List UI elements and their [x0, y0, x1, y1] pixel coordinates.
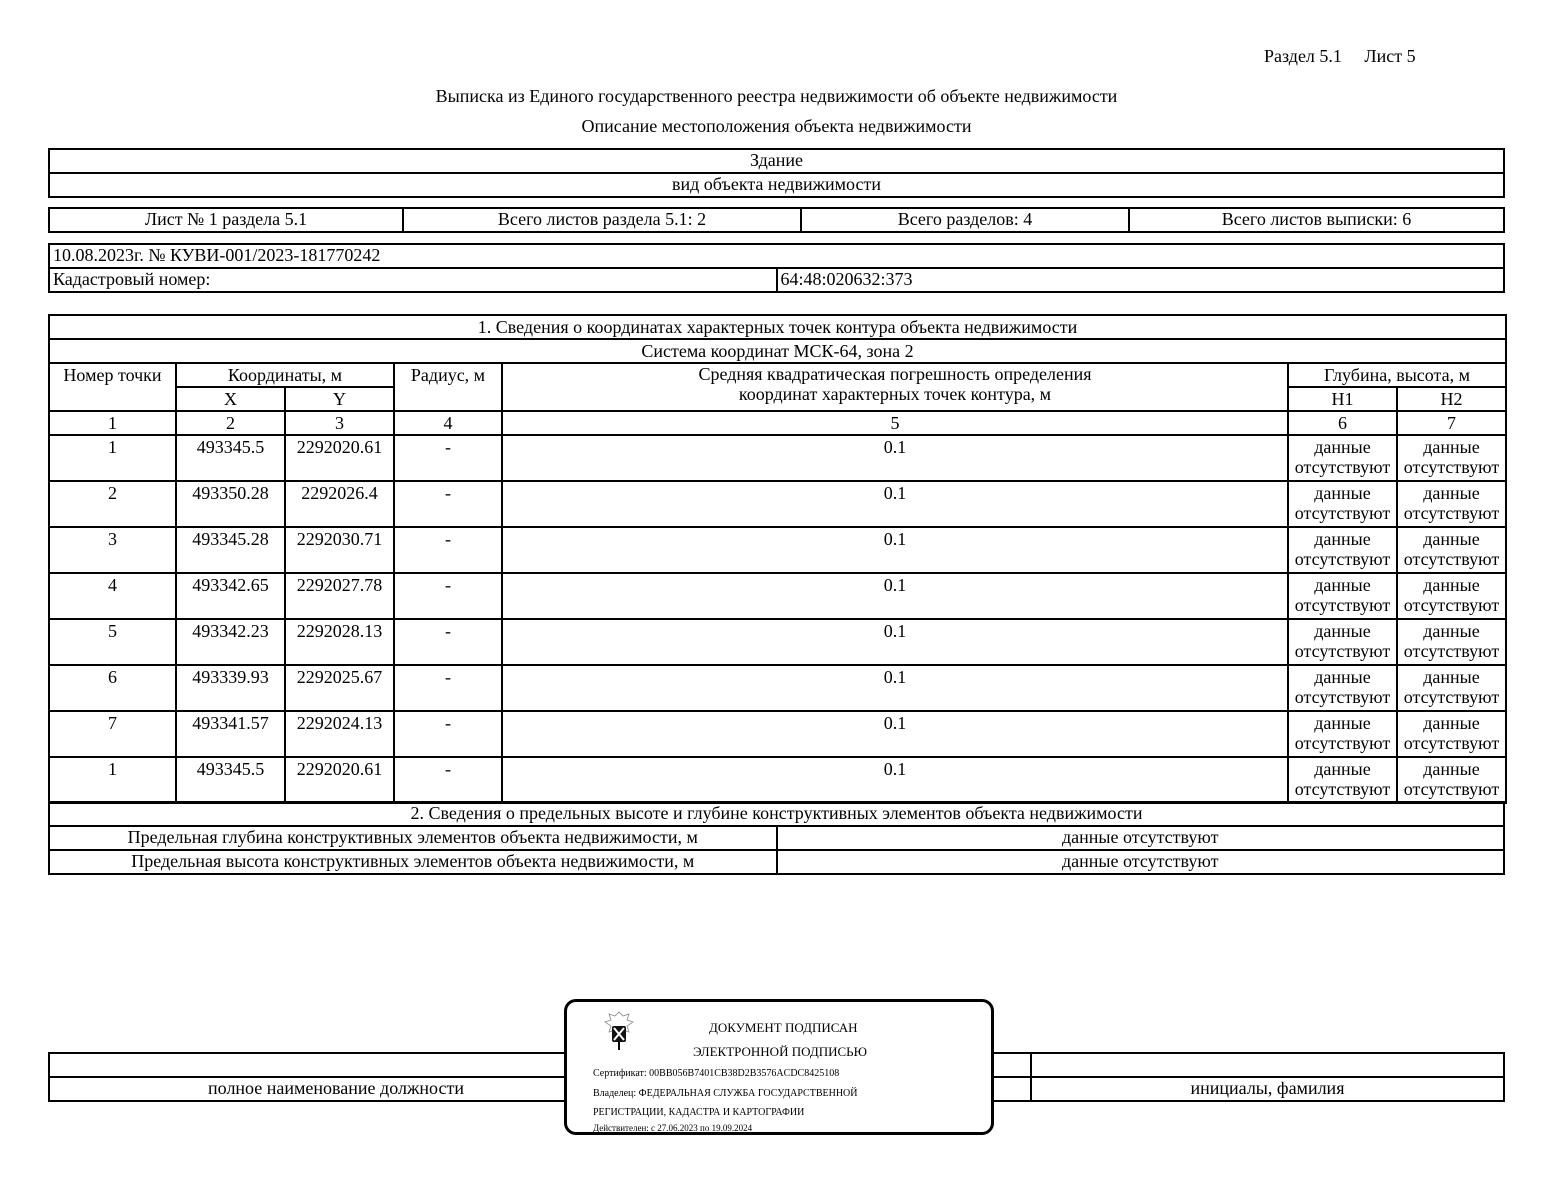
sheets-table: [48, 207, 1505, 233]
col-number: 7: [1397, 411, 1506, 435]
table-row: [49, 665, 1506, 711]
point-no: 6: [49, 665, 176, 711]
h2: [1397, 527, 1506, 573]
point-no: 5: [49, 619, 176, 665]
h2-line1: данные: [1423, 713, 1480, 733]
coord-x: 493342.23: [176, 619, 285, 665]
h1: [1288, 435, 1397, 481]
h1-line2: отсутствуют: [1294, 687, 1391, 707]
h2-line1: данные: [1423, 759, 1480, 779]
radius: -: [394, 711, 502, 757]
h2-line1: данные: [1423, 575, 1480, 595]
error: 0.1: [502, 665, 1288, 711]
coord-x: 493339.93: [176, 665, 285, 711]
h2-line2: отсутствуют: [1403, 779, 1500, 799]
table-row: [49, 527, 1506, 573]
h2-line1: данные: [1423, 437, 1480, 457]
h1: [1288, 711, 1397, 757]
coord-x: 493345.5: [176, 757, 285, 803]
h1-line2: отсутствуют: [1294, 641, 1391, 661]
header-radius: Радиус, м: [394, 363, 502, 411]
h1-line2: отсутствуют: [1294, 457, 1391, 477]
coord-y: 2292027.78: [285, 573, 394, 619]
h1-line1: данные: [1314, 759, 1371, 779]
coord-y: 2292028.13: [285, 619, 394, 665]
point-no: 7: [49, 711, 176, 757]
coordinate-system: Система координат МСК-64, зона 2: [49, 339, 1506, 363]
h2-line2: отсутствуют: [1403, 641, 1500, 661]
cadastral-value: 64:48:020632:373: [777, 268, 1505, 292]
header-h2: H2: [1397, 387, 1506, 411]
col-number: 5: [502, 411, 1288, 435]
header-h1: H1: [1288, 387, 1397, 411]
h1-line1: данные: [1314, 667, 1371, 687]
h1-line1: данные: [1314, 575, 1371, 595]
col-number: 3: [285, 411, 394, 435]
error: 0.1: [502, 619, 1288, 665]
table-row: [49, 711, 1506, 757]
coord-y: 2292020.61: [285, 435, 394, 481]
document-subtitle: Описание местоположения объекта недвижимости: [581, 116, 972, 136]
total-sheets: Всего листов выписки: 6: [1129, 208, 1504, 232]
point-no: 2: [49, 481, 176, 527]
stamp-owner-line2: РЕГИСТРАЦИИ, КАДАСТРА И КАРТОГРАФИИ: [593, 1107, 805, 1118]
h2-line2: отсутствуют: [1403, 733, 1500, 753]
object-type-label: вид объекта недвижимости: [49, 173, 1504, 197]
header-point-no: Номер точки: [49, 363, 176, 411]
header-y: Y: [285, 387, 394, 411]
header-error-line2: координат характерных точек контура, м: [738, 384, 1052, 404]
error: 0.1: [502, 481, 1288, 527]
h1: [1288, 573, 1397, 619]
stamp-line1: ДОКУМЕНТ ПОДПИСАН: [709, 1020, 858, 1035]
h2-line2: отсутствуют: [1403, 549, 1500, 569]
coord-x: 493342.65: [176, 573, 285, 619]
table-row: [49, 619, 1506, 665]
table-row: [49, 573, 1506, 619]
col-number: 6: [1288, 411, 1397, 435]
error: 0.1: [502, 711, 1288, 757]
table-row: [49, 757, 1506, 803]
h2-line2: отсутствуют: [1403, 595, 1500, 615]
h1-line1: данные: [1314, 529, 1371, 549]
h2-line1: данные: [1423, 529, 1480, 549]
coord-y: 2292024.13: [285, 711, 394, 757]
coord-y: 2292020.61: [285, 757, 394, 803]
h1: [1288, 481, 1397, 527]
radius: -: [394, 665, 502, 711]
point-no: 1: [49, 435, 176, 481]
point-no: 4: [49, 573, 176, 619]
sheet-number: Лист № 1 раздела 5.1: [49, 208, 403, 232]
stamp-line2: ЭЛЕКТРОННОЙ ПОДПИСЬЮ: [693, 1044, 867, 1059]
coord-x: 493345.28: [176, 527, 285, 573]
h2-line1: данные: [1423, 483, 1480, 503]
coord-x: 493350.28: [176, 481, 285, 527]
document-title: Выписка из Единого государственного реестра недвижимости об объекте недвижимости: [435, 86, 1118, 106]
coat-of-arms-icon: [599, 1010, 639, 1050]
h2: [1397, 757, 1506, 803]
error: 0.1: [502, 527, 1288, 573]
h1-line2: отсутствуют: [1294, 779, 1391, 799]
signature-blank-name: [1031, 1053, 1504, 1077]
col-number: 1: [49, 411, 176, 435]
h2: [1397, 665, 1506, 711]
col-number: 4: [394, 411, 502, 435]
h1-line2: отсутствуют: [1294, 733, 1391, 753]
stamp-certificate: Сертификат: 00BB056B7401CB38D2B3576ACDC8425108: [593, 1068, 840, 1079]
header-error-line1: Средняя квадратическая погрешность определения: [698, 364, 1092, 384]
point-no: 3: [49, 527, 176, 573]
page-header: Раздел 5.1 Лист 5: [1264, 46, 1416, 66]
header-coords: Координаты, м: [176, 363, 394, 387]
radius: -: [394, 435, 502, 481]
coord-x: 493341.57: [176, 711, 285, 757]
h1-line2: отсутствуют: [1294, 595, 1391, 615]
depth-value: данные отсутствуют: [777, 826, 1505, 850]
h1-line1: данные: [1314, 437, 1371, 457]
radius: -: [394, 757, 502, 803]
error: 0.1: [502, 757, 1288, 803]
h2-line2: отсутствуют: [1403, 457, 1500, 477]
height-value: данные отсутствуют: [777, 850, 1505, 874]
h1-line1: данные: [1314, 621, 1371, 641]
signature-blank-position: [49, 1053, 623, 1077]
coord-y: 2292030.71: [285, 527, 394, 573]
section1-title: 1. Сведения о координатах характерных точек контура объекта недвижимости: [49, 315, 1506, 339]
coord-y: 2292025.67: [285, 665, 394, 711]
height-label: Предельная высота конструктивных элементов объекта недвижимости, м: [49, 850, 777, 874]
h1: [1288, 619, 1397, 665]
radius: -: [394, 619, 502, 665]
header-depth: Глубина, высота, м: [1288, 363, 1506, 387]
table-row: [49, 481, 1506, 527]
electronic-signature-stamp: [564, 999, 994, 1135]
h2: [1397, 619, 1506, 665]
coord-y: 2292026.4: [285, 481, 394, 527]
col-number: 2: [176, 411, 285, 435]
h1-line2: отсутствуют: [1294, 503, 1391, 523]
h2: [1397, 711, 1506, 757]
total-sheets-section: Всего листов раздела 5.1: 2: [403, 208, 801, 232]
h2-line1: данные: [1423, 667, 1480, 687]
object-type-value: Здание: [49, 149, 1504, 173]
h2-line2: отсутствуют: [1403, 687, 1500, 707]
section2-title: 2. Сведения о предельных высоте и глубине конструктивных элементов объекта недвижимости: [49, 802, 1504, 826]
point-no: 1: [49, 757, 176, 803]
stamp-valid: Действителен: с 27.06.2023 по 19.09.2024: [593, 1123, 753, 1133]
h2-line2: отсутствуют: [1403, 503, 1500, 523]
h2: [1397, 481, 1506, 527]
position-label: полное наименование должности: [49, 1077, 623, 1101]
stamp-owner-line1: Владелец: ФЕДЕРАЛЬНАЯ СЛУЖБА ГОСУДАРСТВЕННОЙ: [593, 1088, 858, 1099]
total-sections: Всего разделов: 4: [801, 208, 1129, 232]
coordinates-table: [48, 314, 1507, 804]
header-error: [502, 363, 1288, 411]
error: 0.1: [502, 435, 1288, 481]
h1-line1: данные: [1314, 483, 1371, 503]
h1: [1288, 527, 1397, 573]
h1-line2: отсутствуют: [1294, 549, 1391, 569]
depth-label: Предельная глубина конструктивных элементов объекта недвижимости, м: [49, 826, 777, 850]
header-x: X: [176, 387, 285, 411]
date-number: 10.08.2023г. № КУВИ-001/2023-181770242: [49, 244, 1504, 268]
radius: -: [394, 573, 502, 619]
object-type-table: [48, 148, 1505, 198]
info-table: [48, 243, 1505, 293]
error: 0.1: [502, 573, 1288, 619]
radius: -: [394, 481, 502, 527]
limits-table: [48, 801, 1505, 875]
h1-line1: данные: [1314, 713, 1371, 733]
h1: [1288, 757, 1397, 803]
h2: [1397, 573, 1506, 619]
radius: -: [394, 527, 502, 573]
h1: [1288, 665, 1397, 711]
h2-line1: данные: [1423, 621, 1480, 641]
name-label: инициалы, фамилия: [1031, 1077, 1504, 1101]
h2: [1397, 435, 1506, 481]
table-row: [49, 435, 1506, 481]
coord-x: 493345.5: [176, 435, 285, 481]
cadastral-label: Кадастровый номер:: [49, 268, 777, 292]
